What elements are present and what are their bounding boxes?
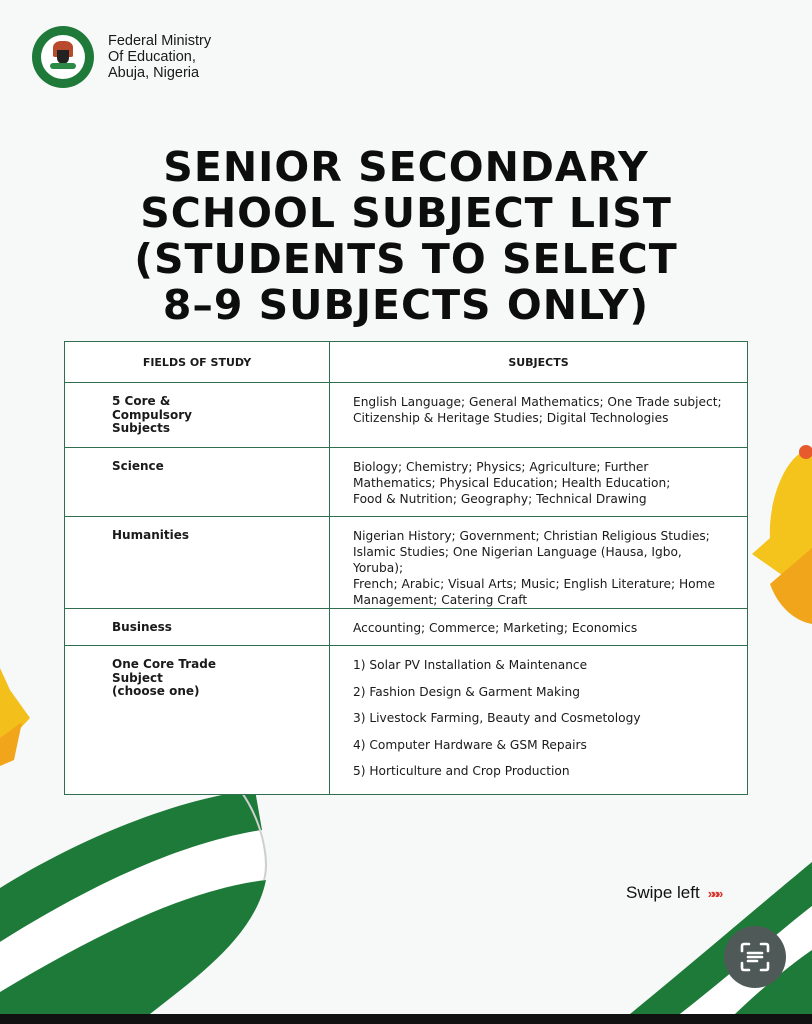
- subjects-cell: [330, 383, 748, 448]
- subjects-cell: [330, 646, 748, 795]
- field-cell: [65, 609, 330, 646]
- title-line: 8–9 SUBJECTS ONLY): [162, 281, 650, 329]
- ministry-name-line: Abuja, Nigeria: [108, 65, 200, 81]
- field-cell: [65, 517, 330, 609]
- field-label-line: Business: [112, 620, 172, 634]
- bell-icon: [752, 445, 812, 624]
- subjects-cell: [330, 609, 748, 646]
- subjects-line: Accounting; Commerce; Marketing; Economics: [353, 621, 638, 635]
- table-header-row: [65, 342, 748, 383]
- field-label-line: One Core Trade: [112, 657, 216, 671]
- field-label-line: Subjects: [112, 421, 171, 435]
- subject-table: [64, 341, 748, 795]
- field-cell: [65, 383, 330, 448]
- field-label-line: Subject: [112, 670, 163, 685]
- trade-option: 2) Fashion Design & Garment Making: [353, 684, 580, 699]
- bottom-bar: [0, 1014, 812, 1024]
- flag-ribbon-left: [0, 790, 266, 1014]
- page-title: [0, 144, 812, 328]
- swipe-label: Swipe left: [626, 883, 700, 902]
- scan-text-button[interactable]: [724, 926, 786, 988]
- trade-option: 4) Computer Hardware & GSM Repairs: [353, 737, 587, 752]
- table-row: [65, 383, 748, 448]
- table-row: [65, 609, 748, 646]
- table-row: [65, 448, 748, 517]
- subjects-line: Mathematics; Physical Education; Health Education;: [353, 476, 671, 490]
- field-label-line: 5 Core &: [112, 394, 171, 408]
- field-cell: [65, 646, 330, 795]
- ministry-name: [108, 33, 211, 81]
- column-header-fields: FIELDS OF STUDY: [65, 342, 330, 383]
- field-label-line: (choose one): [112, 684, 200, 698]
- table-row: [65, 517, 748, 609]
- trade-option: 3) Livestock Farming, Beauty and Cosmetology: [353, 711, 641, 725]
- subjects-line: French; Arabic; Visual Arts; Music; English Literature; Home: [353, 577, 716, 591]
- field-cell: [65, 448, 330, 517]
- title-line: SCHOOL SUBJECT LIST: [140, 189, 672, 237]
- ministry-name-line: Of Education,: [108, 49, 196, 65]
- subjects-line: Food & Nutrition; Geography; Technical Drawing: [353, 492, 647, 506]
- ministry-name-line: Federal Ministry: [108, 33, 212, 49]
- title-line: SENIOR SECONDARY: [163, 143, 649, 191]
- field-label-line: Science: [112, 459, 164, 473]
- table-row: [65, 646, 748, 795]
- trade-option: 1) Solar PV Installation & Maintenance: [353, 658, 588, 672]
- subjects-line: Management; Catering Craft: [353, 593, 528, 607]
- subjects-line: English Language; General Mathematics; One Trade subject;: [353, 395, 722, 409]
- field-label-line: Humanities: [112, 528, 189, 542]
- subjects-line: Biology; Chemistry; Physics; Agriculture; Further: [353, 460, 649, 474]
- ministry-seal-icon: [32, 26, 94, 88]
- ministry-header: [32, 26, 211, 88]
- subjects-line: Islamic Studies; One Nigerian Language (Hausa, Igbo, Yoruba);: [353, 545, 682, 575]
- subjects-cell: [330, 448, 748, 517]
- column-header-subjects: SUBJECTS: [330, 342, 748, 383]
- field-label-line: Compulsory: [112, 407, 192, 422]
- subjects-cell: [330, 517, 748, 609]
- title-line: (STUDENTS TO SELECT: [134, 235, 678, 283]
- swipe-left-hint[interactable]: [626, 883, 720, 903]
- bell-icon: [0, 668, 30, 766]
- scan-text-icon: [724, 926, 786, 988]
- chevron-right-icon: »»»: [707, 885, 721, 901]
- subjects-line: Citizenship & Heritage Studies; Digital Technologies: [353, 411, 669, 425]
- subjects-line: Nigerian History; Government; Christian Religious Studies;: [353, 529, 710, 543]
- trade-option: 5) Horticulture and Crop Production: [353, 764, 570, 778]
